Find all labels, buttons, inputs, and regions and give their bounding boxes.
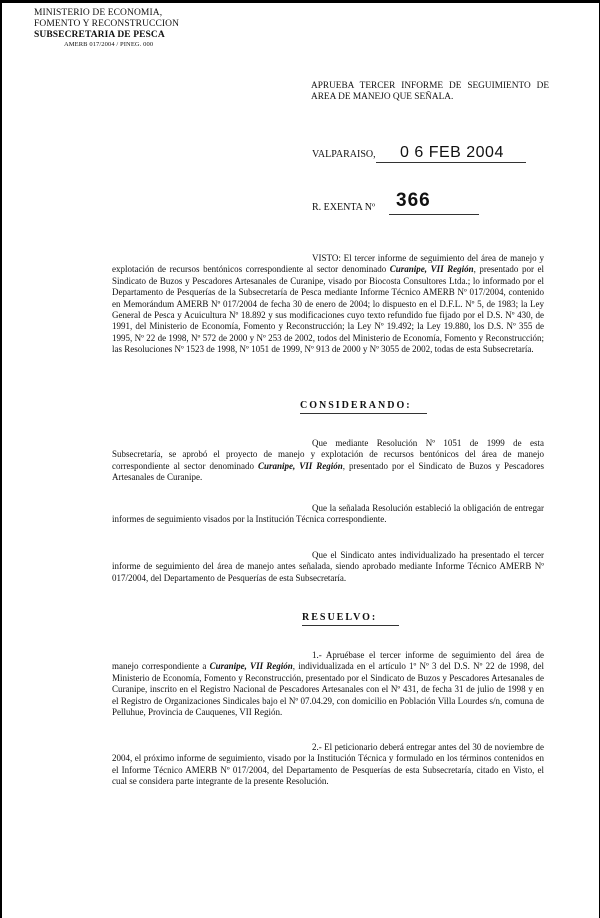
visto-text-2: , presentado por el Sindicato de Buzos y Pescadores Artesanales de Curanipe, visado por Biocosta Consultores Ltda.; lo informado por el Departamento de Pesquerías de la Subsecretaría de Pesca mediante Informe Técnico AMERB Nº 017/2004, contenido en Memorándum AMERB Nº 017/2004 de fecha 30 de enero de 2004; lo dispuesto en el D.F.L. Nº 5, de 1983; la Ley General de Pesca y Acuicultura Nº 18.892 y sus modificaciones cuyo texto refundido fue fijado por el D.S. Nº 430, de 1991, del Ministerio de Economía, Fomento y Reconstrucción; la Ley Nº 19.492; la Ley 19.880, los D.S. Nº 355 de 1995, Nº 22 de 1998, Nº 572 de 2000 y Nº 253 de 2002, todos del Ministerio de Economía, Fomento y Reconstrucción; las Resoluciones Nº 1523 de 1998, Nº 1051 de 1999, Nº 913 de 2000 y Nº 3055 de 2002, todas de esta Subsecretaría. bbox=[112, 264, 544, 355]
resuelvo-p1-text-2: , individualizada en el artículo 1º Nº 3 del D.S. Nº 22 de 1998, del Ministerio de Economía, Fomento y Reconstrucción, presentado por el Sindicato de Buzos y Pescadores Artesanales de Curanipe, inscrito en el Registro Nacional de Pescadores Artesanales con el Nº 431, de fecha 31 de julio de 1998 y en el Registro de Organizaciones Sindicales bajo el Nº 07.04.29, con domicilio en Población Villa Lourdes s/n, comuna de Pelluhue, Provincia de Cauquenes, VII Región. bbox=[112, 661, 544, 718]
considerando-paragraph-3: Que el Sindicato antes individualizado ha presentado el tercer informe de seguimiento del área de manejo antes señalada, siendo aprobado mediante Informe Técnico AMERB Nº 017/2004, del Departamento de Pesquerías de esta Subsecretaría. bbox=[112, 550, 544, 583]
visto-text: VISTO: El tercer informe de seguimiento del área de manejo y explotación de recursos bentónicos correspondiente al sector denominado bbox=[112, 253, 544, 275]
considerando-paragraph-2: Que la señalada Resolución estableció la obligación de entregar informes de seguimiento visados por la Institución Técnica correspondiente. bbox=[112, 503, 544, 525]
date-stamp: 0 6 FEB 2004 bbox=[400, 144, 504, 161]
considerando-p1-text: Que mediante Resolución Nº 1051 de 1999 de esta Subsecretaría, se aprobó el proyecto de manejo y explotación de recursos bentónicos del área de manejo correspondiente al sector denominado bbox=[112, 438, 544, 471]
considerando-underline bbox=[300, 413, 427, 414]
exenta-underline bbox=[389, 214, 479, 215]
letterhead bbox=[34, 8, 234, 49]
visto-sector: Curanipe, VII Región bbox=[389, 264, 474, 275]
letterhead-reference: AMERB 017/2004 / PINEG. 000 bbox=[64, 41, 154, 48]
resuelvo-paragraph-1 bbox=[112, 650, 544, 718]
exenta-number: 366 bbox=[396, 190, 431, 211]
place-label: VALPARAISO, bbox=[312, 149, 376, 160]
letterhead-line-3: SUBSECRETARIA DE PESCA bbox=[34, 30, 165, 40]
considerando-paragraph-1 bbox=[112, 438, 544, 484]
resuelvo-underline bbox=[302, 625, 399, 626]
resuelvo-p1-sector: Curanipe, VII Región bbox=[209, 661, 293, 672]
resuelvo-heading: RESUELVO: bbox=[302, 612, 378, 623]
considerando-p1-text-2: , presentado por el Sindicato de Buzos y Pescadores Artesanales de Curanipe. bbox=[112, 460, 545, 483]
resolution-subject: APRUEBA TERCER INFORME DE SEGUIMIENTO DE AREA DE MANEJO QUE SEÑALA. bbox=[311, 81, 549, 102]
considerando-heading: CONSIDERANDO: bbox=[300, 400, 412, 411]
resuelvo-paragraph-2: 2.- El peticionario deberá entregar antes del 30 de noviembre de 2004, el próximo informe de seguimiento, visado por la Institución Técnica y formulado en los términos contenidos en el Informe Técnico AMERB Nº 017/2004, del Departamento de Pesquerías de esta Subsecretaría, citado en Visto, el cual se considera parte integrante de la presente Resolución. bbox=[112, 742, 544, 787]
considerando-p1-sector: Curanipe, VII Región bbox=[257, 460, 343, 471]
letterhead-line-1: MINISTERIO DE ECONOMIA, bbox=[34, 8, 163, 18]
resuelvo-p1-text: 1.- Apruébase el tercer informe de seguimiento del área de manejo correspondiente a bbox=[112, 650, 544, 672]
exenta-label: R. EXENTA Nº bbox=[312, 202, 376, 213]
letterhead-line-2: FOMENTO Y RECONSTRUCCION bbox=[34, 19, 180, 29]
visto-paragraph bbox=[112, 253, 544, 356]
date-underline bbox=[376, 162, 526, 163]
